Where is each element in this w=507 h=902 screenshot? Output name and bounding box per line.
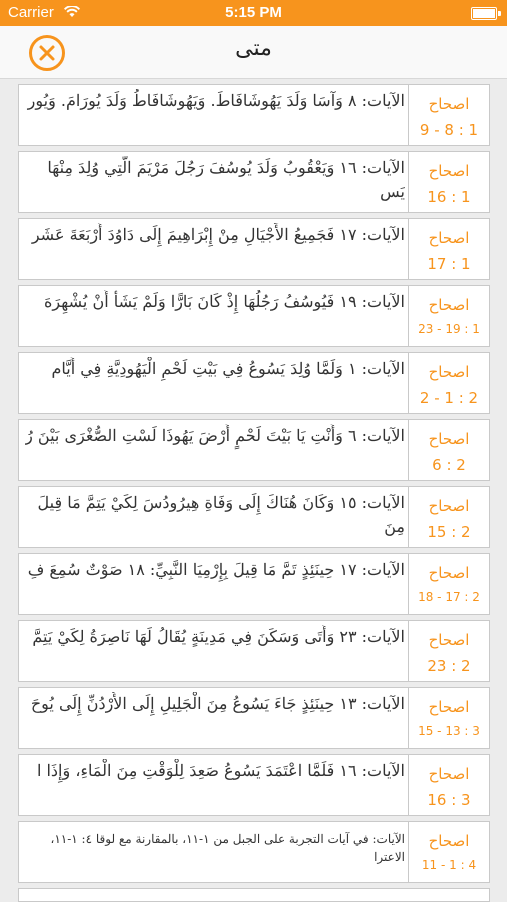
list-item[interactable] [18, 285, 490, 347]
list-item[interactable] [18, 620, 490, 682]
chapter-reference [408, 420, 489, 480]
list-item[interactable] [18, 218, 490, 280]
verse-range: 6 : 2 [432, 456, 466, 474]
chapter-reference [408, 152, 489, 212]
list-item[interactable] [18, 352, 490, 414]
verse-range: 23 - 19 : 1 [418, 322, 480, 336]
list-item[interactable] [18, 754, 490, 816]
chapter-label: اصحاح [428, 765, 470, 783]
chapter-label: اصحاح [428, 162, 470, 180]
chapter-label: اصحاح [428, 564, 470, 582]
verse-range: 23 : 2 [427, 657, 471, 675]
chapter-label: اصحاح [428, 229, 470, 247]
verse-text: الآيات: ١٦ فَلَمَّا اعْتَمَدَ يَسُوعُ صَعِدَ لِلْوَقْتِ مِنَ الْمَاءِ، وَإِذَا ا [36, 761, 405, 780]
list-item[interactable] [18, 151, 490, 213]
verse-text: الآيات: ١٩ فَيُوسُفُ رَجُلُهَا إِذْ كَانَ بَارًّا وَلَمْ يَشَأْ أَنْ يُشْهِرَهَ [44, 292, 405, 311]
chapter-label: اصحاح [428, 698, 470, 716]
chapter-label: اصحاح [428, 631, 470, 649]
chapter-reference [408, 755, 489, 815]
list-item[interactable] [18, 821, 490, 883]
list-item[interactable] [18, 84, 490, 146]
chapter-label: اصحاح [428, 296, 470, 314]
verse-range: 17 : 1 [427, 255, 471, 273]
list-item[interactable] [18, 553, 490, 615]
verse-range: 15 - 13 : 3 [418, 724, 480, 738]
chapter-label: اصحاح [428, 95, 470, 113]
verse-range: 16 : 1 [427, 188, 471, 206]
verse-range: 18 - 17 : 2 [418, 590, 480, 604]
chapter-reference [408, 85, 489, 145]
page-title: متى [235, 36, 272, 61]
verse-text: الآيات: ١٥ وَكَانَ هُنَاكَ إِلَى وَفَاةِ هِيرُودُسَ لِكَيْ يَتِمَّ مَا قِيلَ مِنَ [37, 493, 405, 536]
list-item[interactable] [18, 419, 490, 481]
chapter-reference [408, 487, 489, 547]
chapter-reference [408, 621, 489, 681]
verse-text: الآيات: ١٧ حِينَئِذٍ تَمَّ مَا قِيلَ بِإِرْمِيَا النَّبِيِّ: ١٨ صَوْتٌ سُمِعَ فِ [27, 560, 405, 579]
verse-range: 16 : 3 [427, 791, 471, 809]
verse-text: الآيات: ١ وَلَمَّا وُلِدَ يَسُوعُ فِي بَيْتِ لَحْمِ الْيَهُودِيَّةِ فِي أَيَّام [51, 359, 405, 378]
chapter-label: اصحاح [428, 832, 470, 850]
navigation-bar [0, 26, 507, 79]
chapter-reference [408, 822, 489, 882]
verse-list[interactable] [18, 84, 490, 902]
chapter-reference [408, 286, 489, 346]
chapter-reference [408, 554, 489, 614]
verse-text: الآيات: ٢٣ وَأَتَى وَسَكَنَ فِي مَدِينَةٍ يُقَالُ لَهَا نَاصِرَةُ لِكَيْ يَتِمَّ [32, 627, 405, 646]
verse-range: 15 : 2 [427, 523, 471, 541]
verse-text: الآيات: ١٣ حِينَئِذٍ جَاءَ يَسُوعُ مِنَ الْجَلِيلِ إِلَى الأُرْدُنِّ إِلَى يُوحَ [30, 694, 405, 713]
chapter-label: اصحاح [428, 363, 470, 381]
chapter-reference [408, 353, 489, 413]
verse-text: الآيات: ١٧ فَجَمِيعُ الأَجْيَالِ مِنْ إِبْرَاهِيمَ إِلَى دَاوُدَ أَرْبَعَةَ عَشَر [31, 225, 405, 244]
carrier-label: Carrier [8, 4, 54, 21]
list-item[interactable] [18, 486, 490, 548]
chapter-label: اصحاح [428, 497, 470, 515]
verse-text: الآيات: ١٦ وَيَعْقُوبُ وَلَدَ يُوسُفَ رَجُلَ مَرْيَمَ الَّتِي وُلِدَ مِنْهَا يَس [47, 158, 405, 201]
status-bar [0, 0, 507, 26]
verse-text: الآيات: ٨ وَآسَا وَلَدَ يَهُوشَافَاطَ. وَيَهُوشَافَاطُ وَلَدَ يُورَامَ. وَيُور [27, 91, 405, 110]
verse-text: الآيات: ٦ وَأَنْتِ يَا بَيْتَ لَحْمٍ أَرْضَ يَهُوذَا لَسْتِ الصُّغْرَى بَيْنَ رُ [25, 426, 405, 445]
chapter-label: اصحاح [428, 430, 470, 448]
chapter-reference [408, 219, 489, 279]
battery-icon [471, 7, 497, 20]
verse-text: الآيات: في آيات التجربة على الجبل من ١-١١، بالمقارنة مع لوقا ٤: ١-١١، الاعترا [50, 832, 405, 864]
list-item[interactable] [18, 687, 490, 749]
verse-range: 9 - 8 : 1 [419, 121, 479, 139]
verse-range: 11 - 1 : 4 [421, 858, 477, 872]
status-time: 5:15 PM [225, 4, 282, 21]
verse-range: 2 - 1 : 2 [419, 389, 479, 407]
chapter-reference [408, 688, 489, 748]
